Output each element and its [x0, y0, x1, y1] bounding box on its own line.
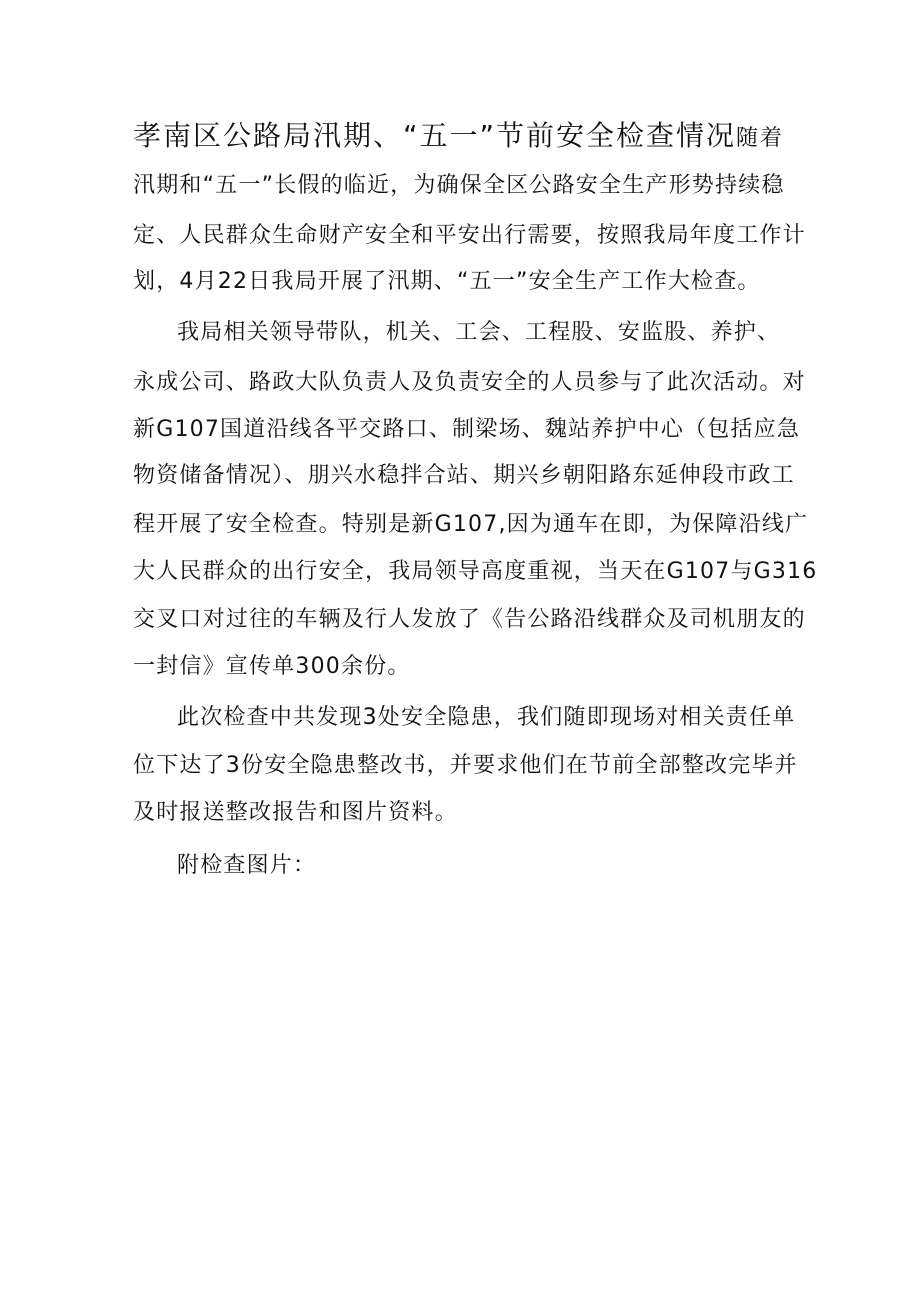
paragraph-3-line-3: 及时报送整改报告和图片资料。	[133, 800, 458, 825]
paragraph-3-line-2: 位下达了3份安全隐患整改书，并要求他们在节前全部整改完毕并	[133, 753, 798, 778]
paragraph-2-line-4: 物资储备情况）、朋兴水稳拌合站、期兴乡朝阳路东延伸段市政工	[133, 463, 795, 488]
document-title: 孝南区公路局汛期、“五一”节前安全检查情况	[133, 119, 737, 152]
paragraph-3-line-1: 此次检查中共发现3处安全隐患，我们随即现场对相关责任单	[177, 705, 796, 730]
paragraph-2-line-8: 一封信》宣传单300余份。	[133, 654, 411, 679]
attachment-label: 附检查图片：	[177, 853, 317, 878]
title-line	[133, 120, 803, 155]
paragraph-1-line-2: 汛期和“五一”长假的临近，为确保全区公路安全生产形势持续稳	[133, 173, 785, 198]
paragraph-2-line-5: 程开展了安全检查。特别是新G107,因为通车在即，为保障沿线广	[133, 512, 809, 537]
paragraph-2-line-1: 我局相关领导带队，机关、工会、工程股、安监股、养护、	[177, 320, 781, 345]
title-continuation: 随着	[736, 126, 785, 151]
paragraph-1-line-4: 划，4月22日我局开展了汛期、“五一”安全生产工作大检查。	[133, 269, 761, 294]
paragraph-1-line-3: 定、人民群众生命财产安全和平安出行需要，按照我局年度工作计	[133, 223, 806, 248]
paragraph-2-line-3: 新G107国道沿线各平交路口、制梁场、魏站养护中心（包括应急	[133, 417, 801, 442]
paragraph-2-line-6: 大人民群众的出行安全，我局领导高度重视，当天在G107与G316	[133, 559, 818, 584]
paragraph-2-line-2: 永成公司、路政大队负责人及负责安全的人员参与了此次活动。对	[133, 370, 806, 395]
paragraph-2-line-7: 交叉口对过往的车辆及行人发放了《告公路沿线群众及司机朋友的	[133, 607, 806, 632]
